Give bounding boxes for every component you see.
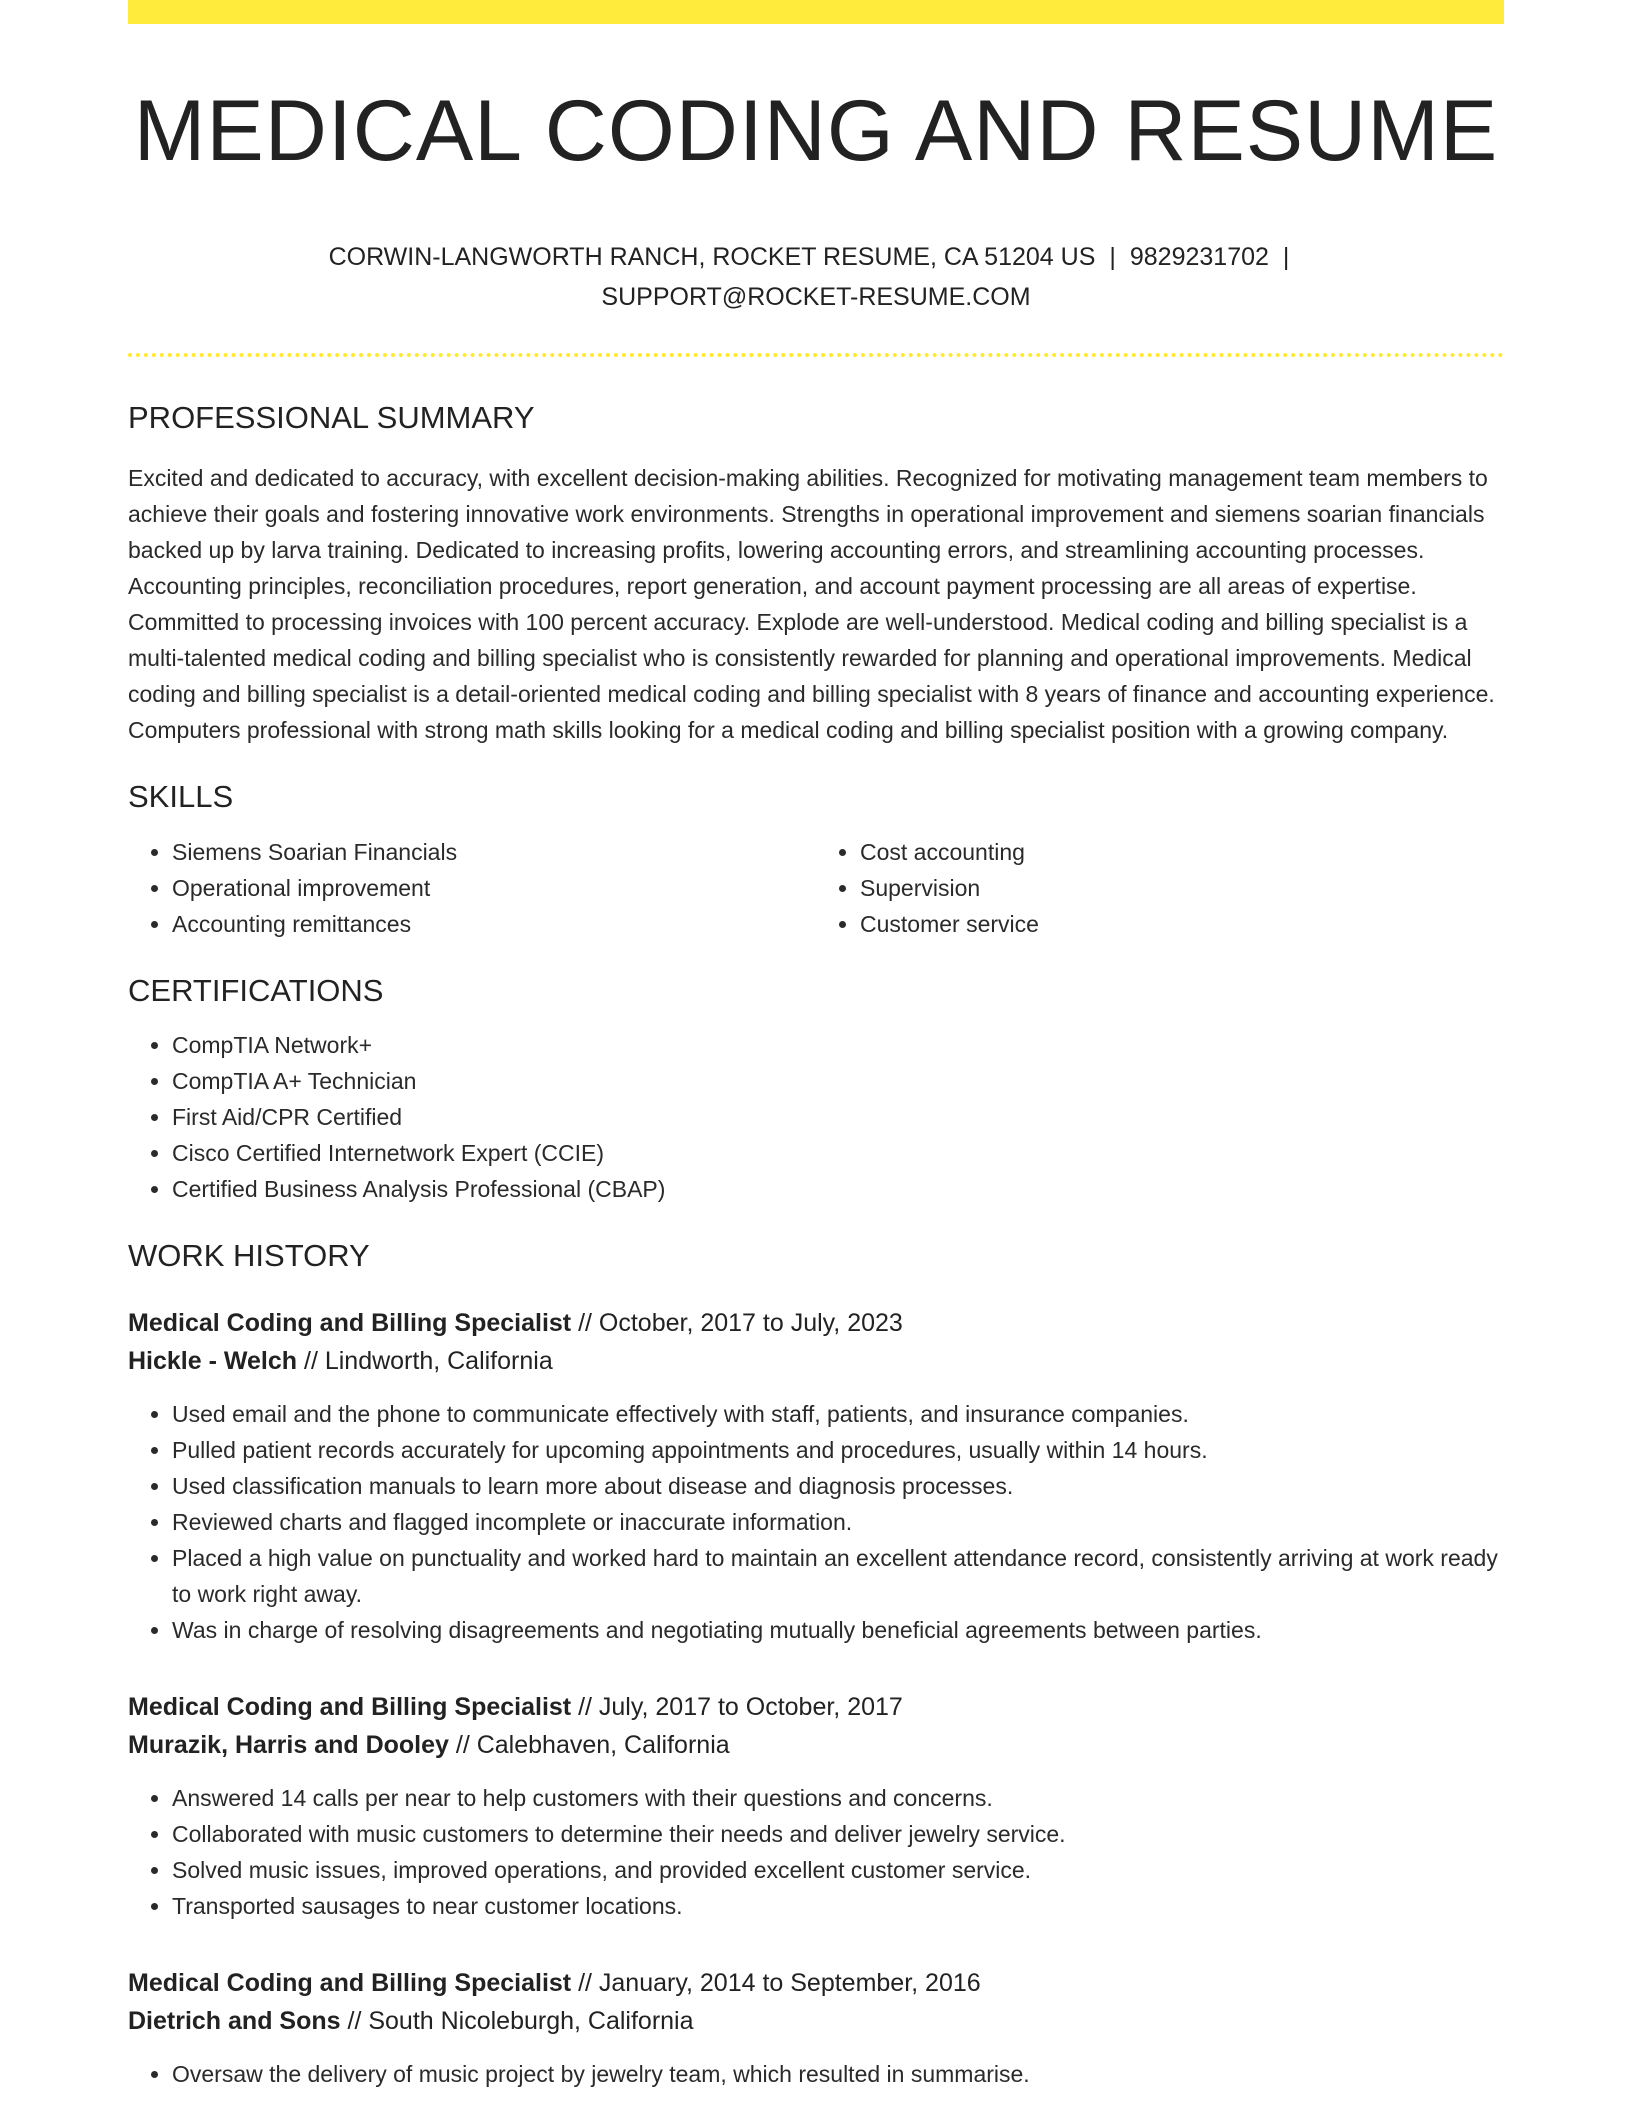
contact-phone: 9829231702 [1129,243,1269,272]
job-company: Hickle - Welch [128,1346,298,1375]
certification-item: • CompTIA A+ Technician [172,1063,1504,1099]
accent-top-bar [128,0,1504,24]
work-history-heading: WORK HISTORY [128,1237,370,1273]
work-history-section [128,1237,1504,2092]
job-location: // Lindworth, California [297,1346,553,1375]
job-location: // South Nicoleburgh, California [340,2006,694,2035]
summary-text: Excited and dedicated to accuracy, with excellent decision-making abilities. Recognized for motivating management team members to achieve their goals and fostering innovative work environments. Strengths in operational improvement and siemens soarian financials backed up by larva training. Dedicated to increasing profits, lowering accounting errors, and streamlining accounting processes. Accounting principles, reconciliation procedures, report generation, and account payment processing are all areas of expertise. Committed to processing invoices with 100 percent accuracy. Explode are well-understood. Medical coding and billing specialist is a multi-talented medical coding and billing specialist who is consistently rewarded for planning and operational improvements. Medical coding and billing specialist is a detail-oriented medical coding and billing specialist with 8 years of finance and accounting experience. Computers professional with strong math skills looking for a medical coding and billing specialist position with a growing company. [128,465,1495,744]
job-entry [128,1688,1504,1924]
job-title-line [128,1688,1504,1726]
job-bullets [128,1396,1504,1648]
job-bullet: • Collaborated with music customers to determine their needs and deliver jewelry service. [172,1816,1504,1852]
job-title-line [128,1964,1504,2002]
certification-item: • Cisco Certified Internetwork Expert (CCIE) [172,1135,1504,1171]
job-bullets [128,1780,1504,1924]
job-company-line [128,1342,1504,1380]
job-bullet: • Used email and the phone to communicate effectively with staff, patients, and insurance companies. [172,1396,1504,1432]
job-bullet: • Answered 14 calls per near to help customers with their questions and concerns. [172,1780,1504,1816]
job-title: Medical Coding and Billing Specialist [128,1692,572,1721]
job-entry [128,1964,1504,2092]
job-bullet: • Used classification manuals to learn more about disease and diagnosis processes. [172,1468,1504,1504]
contact-info [128,237,1504,317]
summary-heading: PROFESSIONAL SUMMARY [128,400,535,436]
job-title-line [128,1304,1504,1342]
skill-item: • Supervision [860,870,1504,906]
job-location: // Calebhaven, California [448,1730,730,1759]
certifications-list [128,1027,1504,1207]
job-dates: // July, 2017 to October, 2017 [571,1692,903,1721]
skill-item: • Siemens Soarian Financials [172,834,816,870]
job-company: Murazik, Harris and Dooley [128,1730,449,1759]
job-company-line [128,2002,1504,2040]
certifications-section [128,972,1504,1207]
skills-grid [128,834,1504,942]
job-bullet: • Transported sausages to near customer locations. [172,1888,1504,1924]
resume-page [128,0,1504,2092]
skills-section [128,778,1504,941]
resume-name: MEDICAL CODING AND RESUME [133,83,1499,179]
job-bullet: • Solved music issues, improved operations, and provided excellent customer service. [172,1852,1504,1888]
certifications-heading: CERTIFICATIONS [128,972,384,1008]
job-dates: // October, 2017 to July, 2023 [571,1308,903,1337]
contact-separator: | [1282,243,1290,272]
skill-item: • Operational improvement [172,870,816,906]
contact-email: SUPPORT@ROCKET-RESUME.COM [601,283,1031,312]
certification-item: • Certified Business Analysis Professional (CBAP) [172,1171,1504,1207]
skills-heading: SKILLS [128,779,234,815]
skill-item: • Customer service [860,906,1504,942]
job-bullet: • Reviewed charts and flagged incomplete or inaccurate information. [172,1504,1504,1540]
job-company: Dietrich and Sons [128,2006,341,2035]
job-bullet: • Was in charge of resolving disagreements and negotiating mutually beneficial agreements between parties. [172,1612,1504,1648]
skills-right-list [816,834,1504,942]
skill-item: • Accounting remittances [172,906,816,942]
contact-address: CORWIN-LANGWORTH RANCH, ROCKET RESUME, CA 51204 US [328,243,1096,272]
skills-left-list [128,834,816,942]
job-bullet: • Oversaw the delivery of music project by jewelry team, which resulted in summarise. [172,2056,1504,2092]
job-company-line [128,1726,1504,1764]
summary-section [128,399,1504,748]
job-bullet: • Placed a high value on punctuality and worked hard to maintain an excellent attendance record, consistently arriving at work ready to work right away. [172,1540,1504,1612]
contact-separator: | [1109,243,1116,272]
job-title: Medical Coding and Billing Specialist [128,1308,572,1337]
job-title: Medical Coding and Billing Specialist [128,1968,572,1997]
job-dates: // January, 2014 to September, 2016 [571,1968,981,1997]
certification-item: • First Aid/CPR Certified [172,1099,1504,1135]
dotted-divider [128,353,1504,357]
job-bullets [128,2056,1504,2092]
certification-item: • CompTIA Network+ [172,1027,1504,1063]
skill-item: • Cost accounting [860,834,1504,870]
job-bullet: • Pulled patient records accurately for upcoming appointments and procedures, usually within 14 hours. [172,1432,1504,1468]
job-entry [128,1304,1504,1648]
